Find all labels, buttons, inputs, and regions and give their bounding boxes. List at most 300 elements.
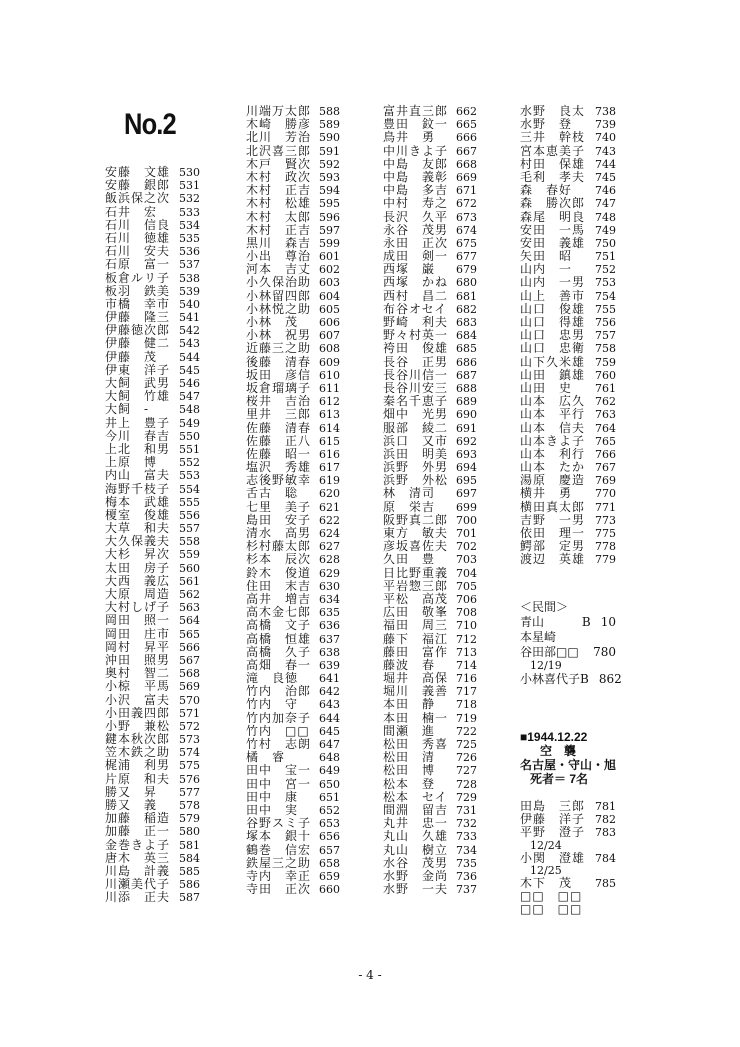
- person-name: 近藤三之助: [246, 341, 312, 356]
- entry-number: 728: [456, 777, 477, 791]
- entry-number: 704: [456, 566, 477, 580]
- entry-number: 546: [179, 377, 200, 390]
- person-name: 山口 忠衛: [520, 341, 586, 356]
- person-name: 山本 広久: [520, 394, 586, 409]
- entry-number: 694: [456, 461, 477, 475]
- person-name: 寺田 正次: [246, 882, 312, 897]
- entry-number: 559: [179, 548, 200, 562]
- person-name: 畑中 光男: [383, 407, 449, 422]
- person-name: 鈴木 俊道: [246, 565, 312, 580]
- person-name: 竹内 守: [246, 697, 299, 712]
- entry-number: 725: [456, 738, 477, 751]
- list-item: [383, 646, 477, 659]
- entry-number: 532: [179, 192, 200, 206]
- list-item: [383, 487, 477, 500]
- person-name: 市橋 幸市: [105, 296, 171, 311]
- entry-number: 627: [319, 540, 340, 554]
- person-name: 高木金七郎: [246, 605, 312, 620]
- person-name: 堀井 高保: [383, 671, 449, 686]
- person-name: 山下久米雄: [520, 354, 586, 369]
- person-name: 鶴巻 信宏: [246, 842, 312, 857]
- entry-number: 538: [179, 271, 200, 285]
- person-name: 鳥井 勇: [383, 130, 436, 145]
- person-name: 谷田部□□: [520, 645, 579, 659]
- entry-number: 779: [595, 553, 616, 567]
- list-item: [105, 548, 200, 561]
- entry-number: 641: [319, 672, 340, 686]
- list-item: [383, 791, 477, 804]
- person-name: 山口 得雄: [520, 315, 586, 329]
- person-name: 福田 周三: [383, 618, 449, 633]
- entry-number: 674: [456, 223, 477, 237]
- name-column-2: [246, 105, 340, 896]
- entry-number: 552: [179, 456, 200, 470]
- entry-number: 764: [595, 421, 616, 435]
- list-item: [383, 131, 477, 144]
- person-name: 坂倉瑠璃子: [246, 380, 312, 395]
- person-name: 唐木 英三: [105, 850, 171, 865]
- person-name: 木村 政次: [246, 169, 312, 184]
- entry-number: 616: [319, 447, 340, 461]
- entry-number: 556: [179, 508, 200, 522]
- entry-number: 573: [179, 733, 200, 747]
- person-name: 林 清司: [383, 486, 436, 501]
- person-name: 住田 末吉: [246, 578, 312, 593]
- person-name: 梅本 武雄: [105, 494, 171, 509]
- list-item: [246, 342, 340, 355]
- person-name: 太田 房子: [105, 560, 171, 575]
- entry-number: 601: [319, 250, 340, 264]
- entry-number: 684: [456, 329, 477, 343]
- list-item: [383, 764, 477, 777]
- list-item: [520, 408, 616, 421]
- entry-number: 775: [595, 527, 616, 540]
- list-item: [383, 290, 477, 303]
- person-name: 長谷川信一: [383, 367, 449, 382]
- entry-number: 753: [595, 276, 616, 290]
- entry-number: 650: [319, 777, 340, 791]
- list-item: [383, 883, 477, 896]
- person-name: 木村 正吉: [246, 222, 312, 237]
- entry-number: 672: [456, 197, 477, 211]
- list-item: [520, 131, 616, 144]
- entry-number: 603: [319, 276, 340, 290]
- entry-number: 565: [179, 627, 200, 641]
- person-name: 依田 理一: [520, 526, 586, 540]
- entry-number: 688: [456, 381, 477, 395]
- person-name: 豊田 鈫一: [383, 117, 449, 132]
- entry-number: 761: [595, 381, 616, 395]
- list-item: [246, 197, 340, 210]
- entry-number: 594: [319, 184, 340, 198]
- entry-number: 591: [319, 144, 340, 158]
- list-item: [105, 483, 200, 496]
- list-item: [383, 501, 477, 514]
- entry-number: 604: [319, 289, 340, 303]
- entry-number: 778: [595, 540, 616, 554]
- list-item: [105, 258, 200, 271]
- person-name: 成田 剣一: [383, 249, 449, 264]
- list-item: [246, 408, 340, 421]
- list-item: [105, 891, 200, 904]
- entry-number: 714: [456, 658, 477, 672]
- entry-number: 668: [456, 157, 477, 171]
- person-name: 中川きよ子: [383, 143, 449, 158]
- list-item: [383, 211, 477, 224]
- civilian-code: [606, 630, 616, 645]
- entry-number: 755: [595, 302, 616, 316]
- person-name: 安藤 文雄: [105, 165, 171, 179]
- list-item: [383, 369, 477, 382]
- civilian-item: [520, 615, 616, 630]
- person-name: 川端万太郎: [246, 104, 312, 118]
- entry-number: 637: [319, 632, 340, 646]
- entry-number: 781: [595, 800, 616, 813]
- list-item: [383, 619, 477, 632]
- list-item: [246, 487, 340, 500]
- person-name: 山上 善市: [520, 288, 586, 303]
- list-item: [246, 830, 340, 843]
- entry-number: 691: [456, 421, 477, 435]
- person-name: 横井 勇: [520, 486, 573, 501]
- entry-number: 751: [595, 250, 616, 264]
- list-item: [520, 342, 616, 355]
- person-name: 秦名千恵子: [383, 394, 449, 409]
- person-name: 桜井 吉治: [246, 394, 312, 409]
- list-item: [383, 356, 477, 369]
- raid-victim: [520, 826, 616, 839]
- person-name: 水野 一夫: [383, 882, 449, 897]
- list-item: [383, 197, 477, 210]
- page-number: - 4 -: [358, 968, 382, 982]
- entry-number: 564: [179, 614, 200, 628]
- person-name: 山田 史: [520, 380, 573, 395]
- list-item: [520, 197, 616, 210]
- list-item: [246, 712, 340, 725]
- list-item: [383, 567, 477, 580]
- entry-number: 563: [179, 601, 200, 615]
- person-name: 小関 澄雄: [520, 850, 586, 865]
- entry-number: 578: [179, 799, 200, 812]
- person-name: 湯原 慶造: [520, 473, 586, 488]
- entry-number: 749: [595, 223, 616, 237]
- person-name: 里井 三郎: [246, 407, 312, 422]
- person-name: 川島 計義: [105, 863, 171, 878]
- person-name: 飯浜保之次: [105, 191, 171, 206]
- entry-number: 683: [456, 316, 477, 329]
- name-column-4: [520, 105, 616, 567]
- entry-number: 599: [319, 236, 340, 250]
- civilian-section: [520, 600, 622, 687]
- person-name: 西塚 巌: [383, 262, 436, 277]
- person-name: 丸井 忠一: [383, 816, 449, 831]
- person-name: 阪野真二郎: [383, 512, 449, 527]
- entry-number: 612: [319, 395, 340, 409]
- entry-number: 643: [319, 698, 340, 712]
- person-name: 田中 宮一: [246, 776, 312, 791]
- entry-number: 652: [319, 803, 340, 817]
- list-item: [383, 580, 477, 593]
- person-name: 小久保治助: [246, 275, 312, 290]
- entry-number: 757: [595, 329, 616, 343]
- entry-number: 530: [179, 166, 200, 179]
- person-name: 松田 博: [383, 763, 436, 778]
- person-name: 田中 宝一: [246, 763, 312, 778]
- entry-number: 543: [179, 337, 200, 351]
- list-item: [105, 694, 200, 707]
- entry-number: 719: [456, 711, 477, 725]
- list-item: [246, 646, 340, 659]
- person-name: 塚本 銀十: [246, 829, 312, 844]
- entry-number: 677: [456, 250, 477, 264]
- entry-number: 579: [179, 812, 200, 826]
- entry-number: 10: [600, 615, 616, 629]
- entry-number: 692: [456, 434, 477, 448]
- list-item: [246, 844, 340, 857]
- list-item: [105, 272, 200, 285]
- person-name: 勝又 義: [105, 798, 158, 812]
- entry-number: 702: [456, 540, 477, 554]
- entry-number: 752: [595, 263, 616, 277]
- list-item: [246, 619, 340, 632]
- person-name: 伊藤徳次郎: [105, 323, 171, 338]
- list-item: [105, 496, 200, 509]
- person-name: 中村 寿之: [383, 196, 449, 211]
- entry-number: 662: [456, 105, 477, 118]
- person-name: 板羽 鉄美: [105, 283, 171, 298]
- entry-number: 682: [456, 302, 477, 316]
- person-name: 松本 登: [383, 776, 436, 791]
- list-item: [383, 698, 477, 711]
- person-name: 小林喜代子: [520, 672, 581, 686]
- person-name: 横田真太郎: [520, 499, 586, 514]
- list-item: [105, 852, 200, 865]
- entry-number: 733: [456, 830, 477, 844]
- entry-number: 645: [319, 724, 340, 738]
- entry-number: 785: [595, 876, 616, 890]
- list-item: [246, 356, 340, 369]
- person-name: 山口 俊雄: [520, 301, 586, 316]
- person-name: 安田 一馬: [520, 222, 586, 237]
- entry-number: 577: [179, 785, 200, 799]
- person-name: 片原 和夫: [105, 771, 171, 786]
- entry-number: 656: [319, 830, 340, 844]
- person-name: 田中 康: [246, 789, 299, 804]
- person-name: 間瀬 進: [383, 723, 436, 738]
- person-name: 本田 楠一: [383, 710, 449, 725]
- list-item: [246, 145, 340, 158]
- list-item: [105, 417, 200, 430]
- person-name: 金巻きよ子: [105, 837, 171, 852]
- person-name: 袴田 俊雄: [383, 341, 449, 356]
- entry-number: 675: [456, 236, 477, 250]
- person-name: 木村 正吉: [246, 183, 312, 198]
- entry-number: 548: [179, 403, 200, 417]
- entry-number: 621: [319, 500, 340, 514]
- person-name: 藤波 春: [383, 657, 436, 672]
- person-name: 山内 一男: [520, 275, 586, 290]
- person-name: 山本 信夫: [520, 420, 586, 435]
- person-name: 毛利 孝夫: [520, 169, 586, 184]
- entry-number: 586: [179, 878, 200, 892]
- list-item: [105, 219, 200, 232]
- person-name: 水谷 茂男: [383, 855, 449, 870]
- entry-number: 744: [595, 157, 616, 171]
- person-name: 滝 良徳: [246, 671, 299, 686]
- entry-number: 708: [456, 606, 477, 620]
- person-name: 青山: [520, 615, 545, 629]
- person-name: 中島 多吉: [383, 183, 449, 198]
- entry-number: 592: [319, 157, 340, 171]
- list-item: [383, 408, 477, 421]
- entry-number: 651: [319, 790, 340, 804]
- person-name: 中島 友郎: [383, 156, 449, 171]
- person-name: 高橋 恒雄: [246, 631, 312, 646]
- raid-victim: [520, 852, 616, 865]
- list-item: [246, 883, 340, 896]
- person-name: 舌古 聡: [246, 486, 299, 501]
- person-name: 山口 忠男: [520, 328, 586, 343]
- entry-number: 687: [456, 368, 477, 382]
- person-name: 岡田 照一: [105, 613, 171, 628]
- person-name: 森尾 明良: [520, 209, 586, 224]
- person-name: 小椋 平馬: [105, 679, 171, 694]
- entry-number: 597: [319, 223, 340, 237]
- entry-number: 713: [456, 645, 477, 659]
- list-item: [383, 553, 477, 566]
- entry-number: 531: [179, 179, 200, 193]
- person-name: 佐藤 清春: [246, 420, 312, 435]
- person-name: 浜口 又市: [383, 433, 449, 448]
- entry-number: 767: [595, 461, 616, 475]
- person-name: 木戸 賢次: [246, 156, 312, 171]
- entry-number: 568: [179, 667, 200, 681]
- person-name: 上原 博: [105, 455, 158, 470]
- entry-number: 783: [595, 826, 616, 840]
- person-name: 島田 安子: [246, 512, 312, 527]
- civilian-code: [580, 672, 622, 687]
- entry-number: 689: [456, 395, 477, 409]
- entry-number: 695: [456, 474, 477, 488]
- entry-number: 647: [319, 738, 340, 751]
- list-item: [105, 641, 200, 654]
- list-item: [105, 614, 200, 627]
- person-name: 野々村英一: [383, 328, 449, 343]
- entry-number: 628: [319, 553, 340, 567]
- list-item: [246, 224, 340, 237]
- person-name: 上北 和男: [105, 441, 171, 456]
- entry-number: 758: [595, 342, 616, 356]
- list-item: [246, 369, 340, 382]
- list-item: [246, 791, 340, 804]
- list-item: [246, 857, 340, 870]
- entry-number: 681: [456, 289, 477, 303]
- person-name: 山本 利行: [520, 446, 586, 461]
- list-item: [105, 773, 200, 786]
- civilian-item: [520, 630, 616, 645]
- raid-victim: [520, 903, 616, 916]
- entry-number: 740: [595, 131, 616, 145]
- entry-number: 712: [456, 632, 477, 646]
- date-note: 12/24: [530, 838, 562, 852]
- person-name: 鉄屋三之助: [246, 855, 312, 870]
- entry-number: 584: [179, 851, 200, 865]
- person-name: 橘 睿: [246, 750, 286, 765]
- list-item: [105, 759, 200, 772]
- person-name: 山田 鎮雄: [520, 367, 586, 382]
- date-note: 12/19: [530, 659, 562, 672]
- entry-number: 762: [595, 395, 616, 409]
- person-name: 大飼 武男: [105, 376, 171, 390]
- list-item: [383, 276, 477, 289]
- entry-number: 697: [456, 487, 477, 501]
- person-name: 奥村 智二: [105, 666, 171, 681]
- person-name: 笠木鉄之助: [105, 745, 171, 760]
- list-item: [520, 422, 616, 435]
- raid-victim: [520, 877, 616, 890]
- entry-number: 605: [319, 302, 340, 316]
- person-name: 佐藤 昭一: [246, 446, 312, 461]
- list-item: [520, 369, 616, 382]
- entry-number: 549: [179, 416, 200, 430]
- entry-number: 716: [456, 672, 477, 686]
- person-name: 竹村 志朗: [246, 737, 312, 751]
- entry-number: 614: [319, 421, 340, 435]
- entry-number: 639: [319, 658, 340, 672]
- person-name: 小出 尊治: [246, 249, 312, 264]
- list-item: [105, 680, 200, 693]
- list-item: [105, 825, 200, 838]
- civilian-class: B: [581, 615, 591, 629]
- person-name: 岡村 昇平: [105, 639, 171, 654]
- person-name: 本田 静: [383, 697, 436, 712]
- entry-number: 535: [179, 231, 200, 245]
- entry-number: 602: [319, 263, 340, 277]
- entry-number: 558: [179, 535, 200, 549]
- person-name: 竹内加奈子: [246, 710, 312, 725]
- person-name: 竹内 治郎: [246, 684, 312, 699]
- entry-number: 748: [595, 210, 616, 224]
- person-name: 布谷オセイ: [383, 301, 448, 316]
- entry-number: 660: [319, 883, 340, 897]
- entry-number: 540: [179, 297, 200, 311]
- person-name: 小林 茂: [246, 315, 299, 329]
- list-item: [246, 633, 340, 646]
- list-item: [383, 830, 477, 843]
- person-name: 山本きよ子: [520, 433, 586, 448]
- entry-number: 653: [319, 817, 340, 831]
- person-name: 小田義四郎: [105, 705, 171, 720]
- entry-number: 671: [456, 184, 477, 198]
- list-item: [520, 356, 616, 369]
- person-name: 榎室 俊雄: [105, 507, 171, 522]
- entry-number: 782: [595, 813, 616, 827]
- person-name: 梶浦 利男: [105, 758, 171, 773]
- entry-number: 737: [456, 883, 477, 897]
- entry-number: 533: [179, 205, 200, 219]
- person-name: 平松 高茂: [383, 591, 449, 606]
- person-name: 海野千枝子: [105, 481, 171, 496]
- entry-number: 554: [179, 482, 200, 496]
- list-item: [246, 778, 340, 791]
- entry-number: 736: [456, 869, 477, 883]
- person-name: 永田 正次: [383, 235, 449, 250]
- person-name: 板倉ルリ子: [105, 270, 171, 285]
- name-column-3: [383, 105, 477, 896]
- person-name: 木下 茂: [520, 875, 573, 890]
- person-name: 河本 吉丈: [246, 262, 312, 277]
- entry-number: 575: [179, 759, 200, 773]
